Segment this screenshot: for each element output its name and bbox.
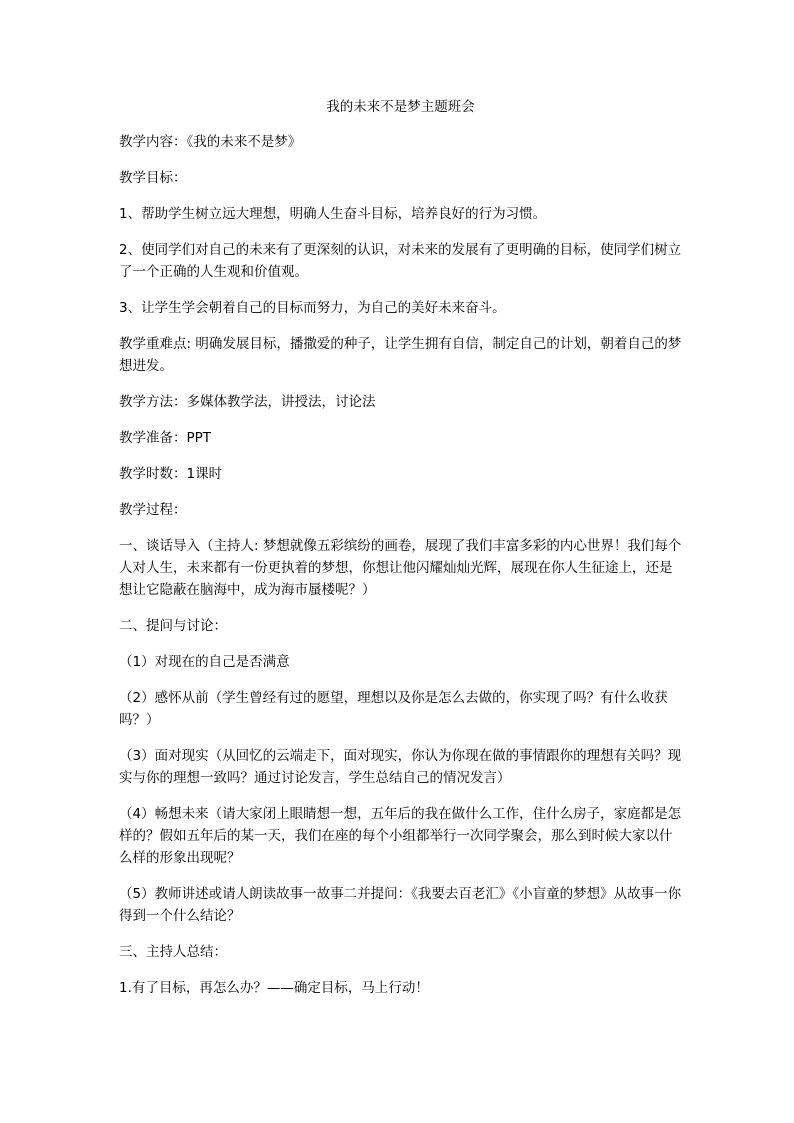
paragraph-hours: 教学时数：1课时 <box>119 466 223 482</box>
paragraph-summary-1: 1.有了目标，再怎么办？——确定目标，马上行动！ <box>119 980 429 996</box>
paragraph-section-2: 二、提问与讨论： <box>119 618 227 634</box>
paragraph-content: 教学内容：《我的未来不是梦》 <box>119 134 302 150</box>
paragraph-preparation: 教学准备：PPT <box>119 430 212 446</box>
paragraph-goals-heading: 教学目标： <box>119 170 187 186</box>
paragraph-item-2: （2）感怀从前（学生曾经有过的愿望，理想以及你是怎么去做的，你实现了吗？有什么收获吗？） <box>119 690 668 728</box>
paragraph-key-points: 教学重难点: 明确发展目标，播撒爱的种子，让学生拥有自信，制定自己的计划，朝着自己的梦想进发。 <box>119 336 682 374</box>
paragraph-item-5: （5）教师讲述或请人朗读故事一故事二并提问：《我要去百老汇》《小盲童的梦想》从故事一你得到一个什么结论？ <box>119 886 682 924</box>
paragraph-goal-1: 1、帮助学生树立远大理想，明确人生奋斗目标，培养良好的行为习惯。 <box>119 206 547 222</box>
document-title: 我的未来不是梦主题班会 <box>326 99 475 115</box>
paragraph-item-1: （1）对现在的自己是否满意 <box>119 654 290 670</box>
paragraph-item-3: （3）面对现实（从回忆的云端走下，面对现实，你认为你现在做的事情跟你的理想有关吗？现实与你的理想一致吗？通过讨论发言，学生总结自己的情况发言） <box>119 748 682 786</box>
paragraph-goal-2: 2、使同学们对自己的未来有了更深刻的认识，对未来的发展有了更明确的目标，使同学们树立了一个正确的人生观和价值观。 <box>119 242 682 280</box>
paragraph-item-4: （4）畅想未来（请大家闭上眼睛想一想，五年后的我在做什么工作，住什么房子，家庭都是怎样的？假如五年后的某一天，我们在座的每个小组都举行一次同学聚会，那么到时候大家以什么样的形象出现呢？ <box>119 806 682 866</box>
paragraph-process-heading: 教学过程： <box>119 502 187 518</box>
paragraph-section-1: 一、谈话导入（主持人: 梦想就像五彩缤纷的画卷，展现了我们丰富多彩的内心世界！我们每个人对人生，未来都有一份更执着的梦想，你想让他闪耀灿灿光辉，展现在你人生征途上，还是想让它隐蔽在脑海中，成为海市蜃楼呢？） <box>119 538 682 598</box>
paragraph-section-3: 三、主持人总结： <box>119 944 227 960</box>
paragraph-goal-3: 3、让学生学会朝着自己的目标而努力，为自己的美好未来奋斗。 <box>119 300 506 316</box>
paragraph-methods: 教学方法：多媒体教学法，讲授法，讨论法 <box>119 394 376 410</box>
